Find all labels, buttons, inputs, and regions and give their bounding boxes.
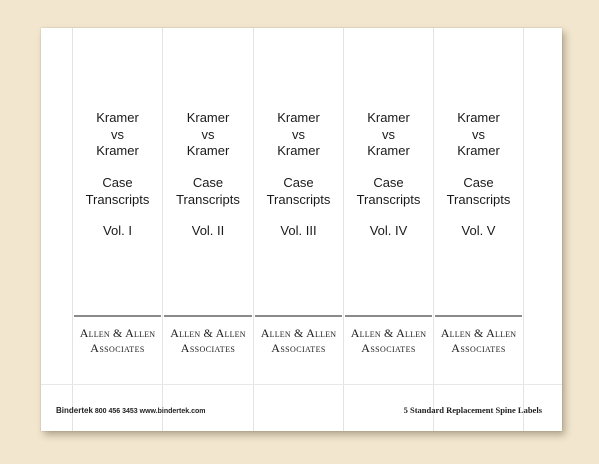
case-subtitle — [344, 175, 433, 208]
brand-contact: 800 456 3453 www.bindertek.com — [94, 408, 206, 415]
label-sheet — [41, 28, 562, 431]
title-line: Kramer — [367, 110, 410, 125]
separator-rule — [435, 315, 522, 317]
separator-rule — [164, 315, 252, 317]
subtitle-line: Case — [283, 175, 314, 190]
firm-name — [250, 326, 347, 356]
firm-line: Associates — [361, 341, 416, 355]
title-line: Kramer — [367, 143, 410, 158]
firm-line: Associates — [90, 341, 145, 355]
firm-line: Associates — [451, 341, 506, 355]
spine-label-4[interactable] — [344, 28, 433, 431]
case-title — [434, 110, 523, 160]
subtitle-line: Transcripts — [85, 191, 150, 207]
title-line: Kramer — [457, 143, 500, 158]
title-line: Kramer — [186, 110, 230, 125]
spine-label-1[interactable] — [73, 28, 162, 431]
spine-label-3[interactable] — [254, 28, 343, 431]
spine-label-5[interactable] — [434, 28, 523, 431]
title-line: Kramer — [96, 143, 139, 158]
subtitle-line: Case — [192, 175, 224, 190]
subtitle-line: Transcripts — [266, 191, 331, 207]
case-subtitle — [163, 175, 253, 208]
firm-line: Associates — [271, 341, 326, 355]
title-line: vs — [472, 126, 485, 142]
firm-line: Associates — [180, 341, 236, 355]
title-line: Kramer — [457, 110, 500, 125]
case-subtitle — [254, 175, 343, 208]
title-line: vs — [201, 126, 215, 142]
title-line: Kramer — [186, 143, 230, 158]
title-line: Kramer — [277, 143, 320, 158]
separator-rule — [74, 315, 161, 317]
case-title — [73, 110, 162, 160]
firm-line: Allen & Allen — [79, 326, 156, 340]
case-title — [254, 110, 343, 160]
title-line: vs — [382, 126, 395, 142]
volume-label: Vol. IV — [369, 223, 408, 238]
separator-rule — [345, 315, 432, 317]
title-line: Kramer — [96, 110, 139, 125]
firm-name — [69, 326, 166, 356]
spine-label-2[interactable] — [163, 28, 253, 431]
subtitle-line: Case — [102, 175, 133, 190]
firm-line: Allen & Allen — [440, 326, 517, 340]
subtitle-line: Case — [373, 175, 404, 190]
case-title — [163, 110, 253, 160]
case-subtitle — [73, 175, 162, 208]
cut-line — [523, 28, 524, 431]
subtitle-line: Transcripts — [446, 191, 511, 207]
case-title — [344, 110, 433, 160]
product-description: 5 Standard Replacement Spine Labels — [403, 405, 542, 415]
footer-brand — [56, 406, 206, 415]
case-subtitle — [434, 175, 523, 208]
brand-name: Bindertek — [56, 406, 93, 415]
separator-rule — [255, 315, 342, 317]
firm-name — [340, 326, 437, 356]
volume-label: Vol. I — [103, 223, 132, 238]
subtitle-line: Transcripts — [356, 191, 421, 207]
subtitle-line: Transcripts — [176, 191, 240, 207]
firm-line: Allen & Allen — [170, 326, 246, 340]
volume-label: Vol. II — [191, 223, 225, 238]
subtitle-line: Case — [463, 175, 494, 190]
firm-line: Allen & Allen — [350, 326, 427, 340]
title-line: vs — [292, 126, 305, 142]
volume-label: Vol. V — [461, 223, 496, 238]
title-line: Kramer — [277, 110, 320, 125]
firm-name — [430, 326, 527, 356]
title-line: vs — [111, 126, 124, 142]
volume-label: Vol. III — [280, 223, 317, 238]
firm-line: Allen & Allen — [260, 326, 337, 340]
firm-name — [159, 326, 257, 356]
